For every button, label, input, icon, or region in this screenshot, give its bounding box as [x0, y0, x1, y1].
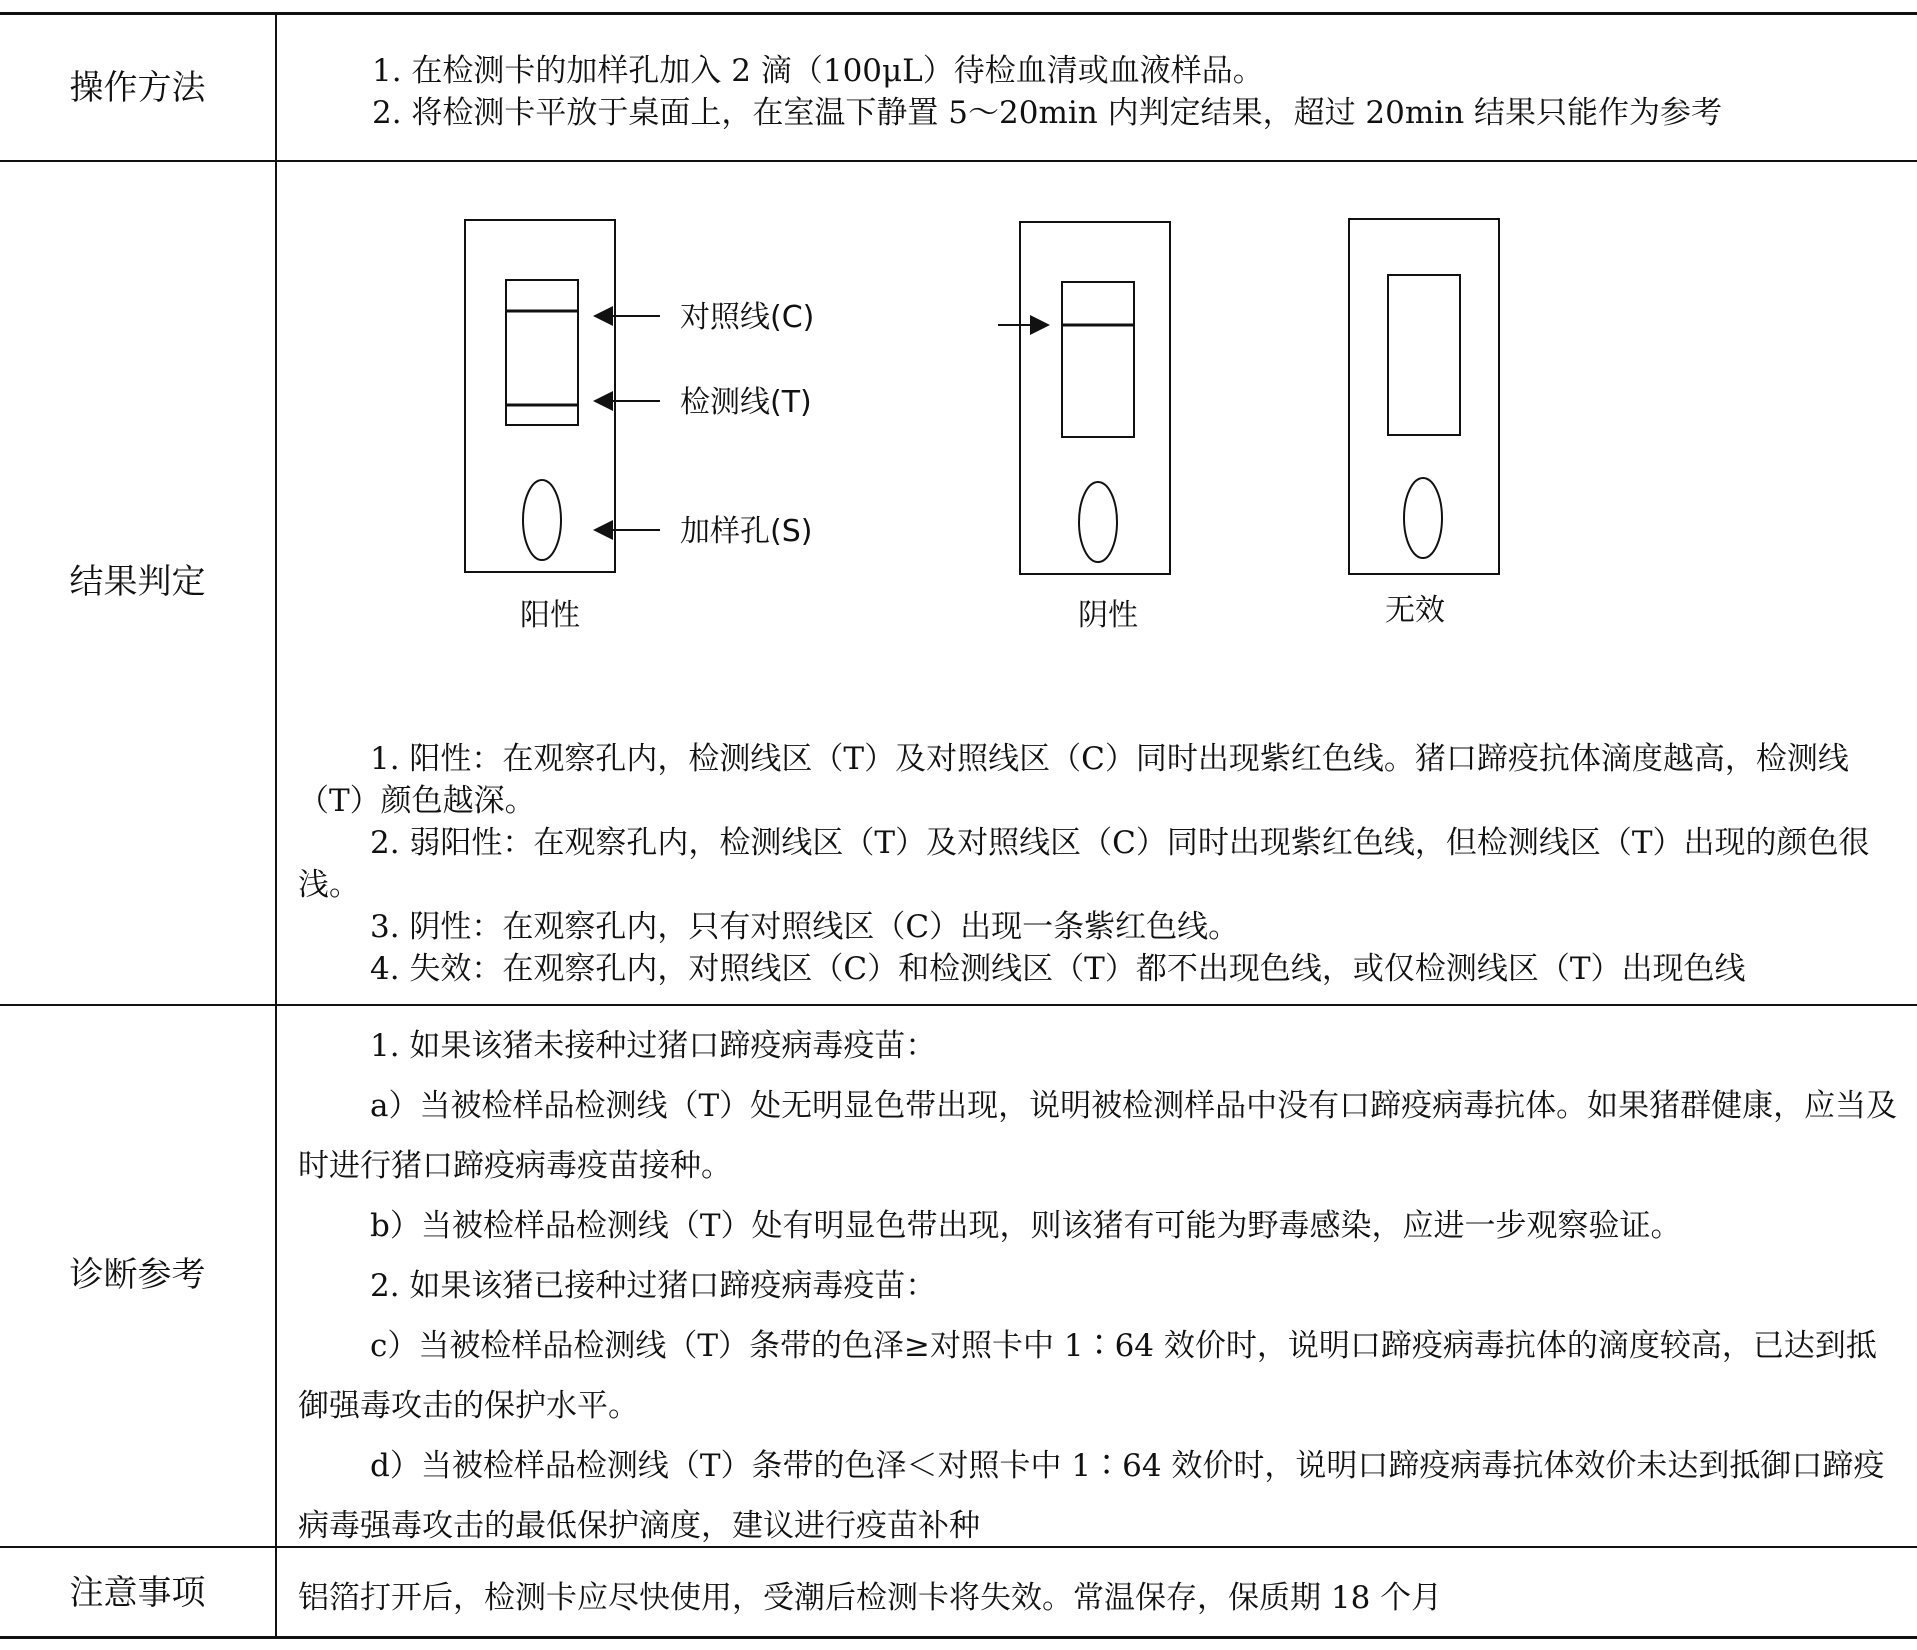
invalid-card-caption: 无效	[1385, 593, 1445, 628]
control-line-label: 对照线(C)	[680, 300, 815, 335]
row-divider-result	[0, 1004, 1917, 1006]
table-bottom-rule	[0, 1636, 1917, 1639]
operation-steps	[372, 50, 1722, 134]
diagnosis-item-a: a）当被检样品检测线（T）处无明显色带出现，说明被检测样品中没有口蹄疫病毒抗体。如果猪群健康，应当及时进行猪口蹄疫病毒疫苗接种。	[298, 1088, 1898, 1184]
positive-card-body	[465, 220, 615, 572]
criteria-negative: 3. 阴性：在观察孔内，只有对照线区（C）出现一条紫红色线。	[370, 909, 1240, 945]
diagnosis-paragraphs	[298, 1016, 1898, 1556]
row-label-result: 结果判定	[69, 562, 206, 602]
criteria-invalid: 4. 失效：在观察孔内，对照线区（C）和检测线区（T）都不出现色线，或仅检测线区（T）出现色线	[370, 951, 1746, 987]
row-label-diagnosis: 诊断参考	[69, 1255, 206, 1295]
operation-step-1: 1. 在检测卡的加样孔加入 2 滴（100μL）待检血清或血液样品。	[372, 53, 1264, 89]
negative-card-window	[1062, 282, 1134, 437]
row-label-operation: 操作方法	[69, 68, 206, 108]
diagnosis-item-b: b）当被检样品检测线（T）处有明显色带出现，则该猪有可能为野毒感染，应进一步观察验证。	[370, 1208, 1682, 1244]
negative-card-caption: 阴性	[1078, 598, 1138, 633]
table-top-rule	[0, 12, 1917, 15]
invalid-sample-well	[1404, 478, 1442, 558]
sample-well-label: 加样孔(S)	[680, 514, 813, 549]
diagnosis-case-unvaccinated: 1. 如果该猪未接种过猪口蹄疫病毒疫苗：	[370, 1028, 937, 1064]
positive-card-window	[506, 280, 578, 425]
test-line-label: 检测线(T)	[680, 385, 812, 420]
criteria-weak-positive: 2. 弱阳性：在观察孔内，检测线区（T）及对照线区（C）同时出现紫红色线，但检测线区（T）出现的颜色很浅。	[298, 825, 1870, 903]
positive-card	[465, 220, 615, 572]
diagnosis-case-vaccinated: 2. 如果该猪已接种过猪口蹄疫病毒疫苗：	[370, 1268, 937, 1304]
positive-card-caption: 阳性	[520, 598, 580, 633]
invalid-card	[1349, 219, 1499, 574]
negative-sample-well	[1079, 482, 1117, 562]
positive-sample-well	[523, 480, 561, 560]
row-label-notes: 注意事项	[69, 1573, 206, 1613]
criteria-positive: 1. 阳性：在观察孔内，检测线区（T）及对照线区（C）同时出现紫红色线。猪口蹄疫抗体滴度越高，检测线（T）颜色越深。	[298, 741, 1849, 819]
diagnosis-item-d: d）当被检样品检测线（T）条带的色泽＜对照卡中 1∶64 效价时，说明口蹄疫病毒抗体效价未达到抵御口蹄疫病毒强毒攻击的最低保护滴度，建议进行疫苗补种	[298, 1448, 1885, 1544]
negative-card	[1020, 222, 1170, 574]
operation-step-2: 2. 将检测卡平放于桌面上，在室温下静置 5～20min 内判定结果，超过 20min 结果只能作为参考	[372, 95, 1723, 131]
test-card-diagram	[275, 165, 1917, 645]
invalid-card-window	[1388, 275, 1460, 435]
result-criteria	[298, 738, 1898, 990]
notes-text: 铝箔打开后，检测卡应尽快使用，受潮后检测卡将失效。常温保存，保质期 18 个月	[298, 1580, 1443, 1616]
invalid-card-body	[1349, 219, 1499, 574]
negative-card-body	[1020, 222, 1170, 574]
row-divider-operation	[0, 160, 1917, 162]
diagnosis-item-c: c）当被检样品检测线（T）条带的色泽≥对照卡中 1∶64 效价时，说明口蹄疫病毒抗体的滴度较高，已达到抵御强毒攻击的保护水平。	[298, 1328, 1877, 1424]
